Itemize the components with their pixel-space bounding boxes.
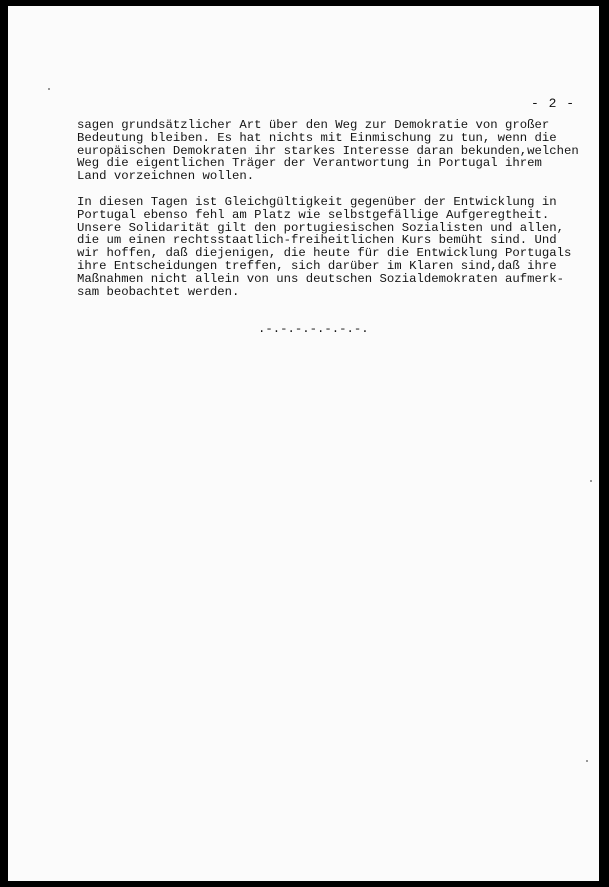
text-line: sam beobachtet werden. [77,284,240,299]
scan-border [599,0,609,887]
text-line: Maßnahmen nicht allein von uns deutschen Sozialdemokraten aufmerk- [77,271,565,286]
scan-speck [586,760,588,762]
text-line: ihre Entscheidungen treffen, sich darüber im Klaren sind,daß ihre [77,258,557,273]
text-line: Weg die eigentlichen Träger der Verantwortung in Portugal ihrem [77,156,542,171]
text-line: die um einen rechtsstaatlich-freiheitlichen Kurs bemüht sind. Und [77,233,557,248]
text-line: In diesen Tagen ist Gleichgültigkeit gegenüber der Entwicklung in [77,195,557,209]
scan-speck [590,480,592,482]
paragraph-2 [77,196,587,298]
page-number: - 2 - [531,96,576,111]
text-line: Bedeutung bleiben. Es hat nichts mit Einmischung zu tun, wenn die [77,130,557,145]
paragraph-1 [77,119,587,183]
text-line: Portugal ebenso fehl am Platz wie selbstgefällige Aufgeregtheit. [77,207,550,222]
end-separator: .-.-.-.-.-.-.-. [258,322,369,336]
text-line: europäischen Demokraten ihr starkes Interesse daran bekunden,welchen [77,143,579,158]
text-line: Unsere Solidarität gilt den portugiesischen Sozialisten und allen, [77,220,565,235]
text-line: sagen grundsätzlicher Art über den Weg zur Demokratie von großer [77,118,550,132]
text-line: Land vorzeichnen wollen. [77,169,255,184]
text-line: wir hoffen, daß diejenigen, die heute für die Entwicklung Portugals [77,246,572,261]
scan-speck [48,88,50,90]
